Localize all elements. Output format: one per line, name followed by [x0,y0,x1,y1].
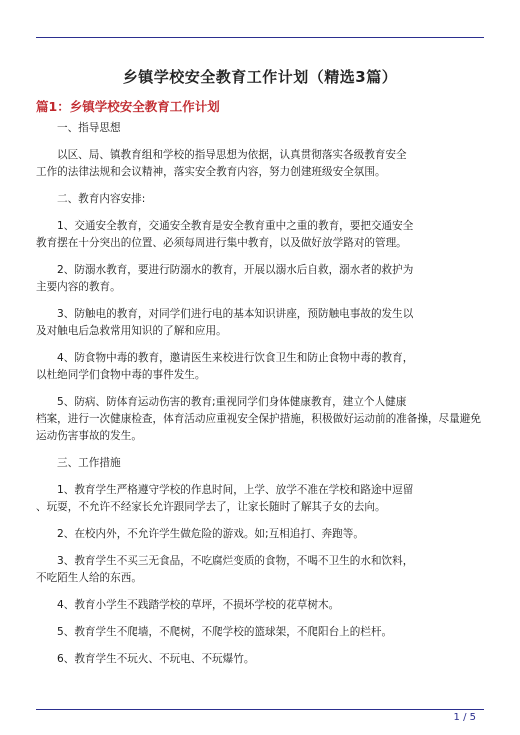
paragraph: 5、教育学生不爬墙，不爬树，不爬学校的篮球架，不爬阳台上的栏杆。 [57,626,393,638]
document-title: 乡镇学校安全教育工作计划（精选3篇） [122,68,398,86]
paragraph: 3、防触电的教育，对同学们进行电的基本知识讲座，预防触电事故的发生以 及对触电后急救常用知识的了解和应用。 [36,308,414,337]
paragraph: 1、教育学生严格遵守学校的作息时间，上学、放学不准在学校和路途中逗留 、玩耍，不允许不经家长允许跟同学去了，让家长随时了解其子女的去向。 [36,484,414,513]
paragraph: 5、防病、防体育运动伤害的教育;重视同学们身体健康教育，建立个人健康 档案，进行一次健康检查，体育活动应重视安全保护措施，积极做好运动前的准备操，尽量避免 运动伤害事故的发生。 [36,396,481,442]
paragraph-heading-content: 二、教育内容安排: [57,193,146,205]
footer-rule [36,709,484,710]
paragraph: 6、教育学生不玩火、不玩电、不玩爆竹。 [57,653,255,665]
paragraph: 3、教育学生不买三无食品，不吃腐烂变质的食物，不喝不卫生的水和饮料， 不吃陌生人给的东西。 [36,555,414,584]
paragraph: 4、教育小学生不践踏学校的草坪，不损坏学校的花草树木。 [57,599,340,611]
page-number: 1 / 5 [453,712,476,723]
paragraph: 1、交通安全教育，交通安全教育是安全教育重中之重的教育，要把交通安全 教育摆在十分突出的位置、必须每周进行集中教育，以及做好放学路对的管理。 [36,220,414,249]
header-rule [36,37,484,38]
paragraph: 以区、局、镇教育组和学校的指导思想为依据，认真贯彻落实各级教育安全 工作的法律法规和会议精神，落实安全教育内容，努力创建班级安全氛围。 [36,149,407,178]
document-body [36,120,484,678]
paragraph-heading-measures: 三、工作措施 [57,457,121,469]
section-subtitle: 篇1：乡镇学校安全教育工作计划 [36,99,220,114]
paragraph: 2、防溺水教育，要进行防溺水的教育，开展以溺水后自救，溺水者的救护为 主要内容的教育。 [36,264,414,293]
paragraph: 2、在校内外，不允许学生做危险的游戏。如;互相追打、奔跑等。 [57,528,364,540]
paragraph: 4、防食物中毒的教育，邀请医生来校进行饮食卫生和防止食物中毒的教育， 以杜绝同学们食物中毒的事件发生。 [36,352,414,381]
paragraph-heading-guidance: 一、指导思想 [57,122,121,134]
